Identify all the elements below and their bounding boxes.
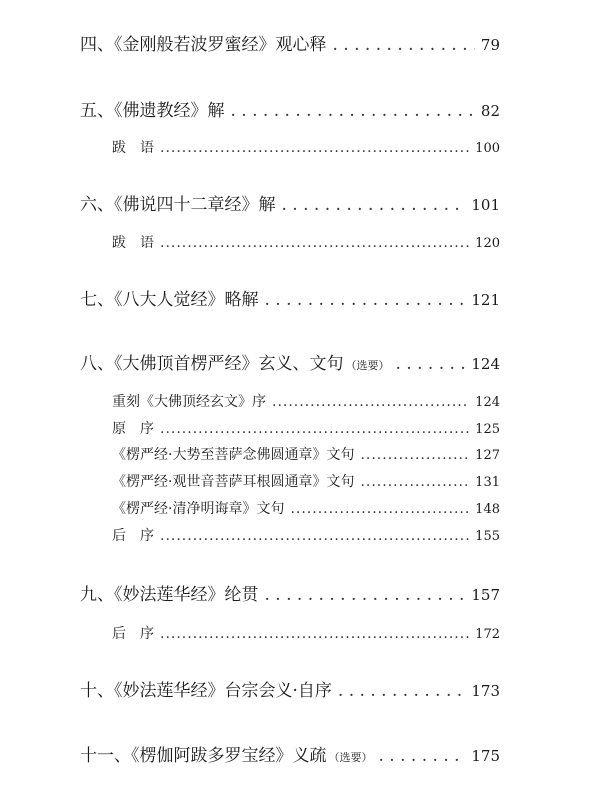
toc-entry-page: 124 [471,355,500,373]
toc-entry-page: 121 [471,291,500,309]
toc-entry-page: 157 [471,586,500,604]
leader-dots [379,746,466,766]
leader-dots [231,101,475,121]
toc-entry[interactable] [80,580,500,605]
leader-dots [160,421,469,437]
toc-subentry[interactable] [112,471,500,491]
toc-entry-title: 十一、《楞伽阿跋多罗宝经》义疏 [80,746,327,766]
toc-entry-title: 《楞严经·大势至菩萨念佛圆通章》文句 [112,447,355,463]
toc-entry-page: 125 [475,422,500,437]
leader-dots [160,528,469,544]
toc-entry[interactable] [80,349,500,374]
toc-entry-page: 127 [475,448,500,463]
toc-entry-title: 后 序 [112,528,154,544]
toc-entry[interactable] [80,30,500,55]
toc-entry-page: 131 [475,475,500,490]
toc-entry-title: 五、《佛遗教经》解 [80,101,225,121]
toc-entry-page: 124 [475,395,500,410]
toc-subentry[interactable] [112,137,500,157]
leader-dots [338,681,465,701]
toc-entry[interactable] [80,96,500,121]
toc-entry-title: 《楞严经·观世音菩萨耳根圆通章》文句 [112,474,355,490]
leader-dots [360,474,469,490]
toc-entry-page: 155 [475,529,500,544]
leader-dots [160,626,469,642]
toc-entry-note: （选要） [328,751,373,764]
toc-entry[interactable] [80,676,500,701]
toc-entry[interactable] [80,741,500,766]
toc-entry-title: 跋 语 [112,140,154,156]
leader-dots [290,501,469,517]
leader-dots [333,35,475,55]
toc-subentry[interactable] [112,525,500,545]
toc-subentry[interactable] [112,418,500,438]
toc-entry-title: 七、《八大人觉经》略解 [80,290,259,310]
leader-dots [272,394,469,410]
toc-entry-page: 82 [480,102,500,120]
toc-entry-title: 九、《妙法莲华经》纶贯 [80,585,259,605]
toc-entry-page: 120 [475,236,500,251]
toc-subentry[interactable] [112,232,500,252]
toc-entry-page: 173 [471,682,500,700]
toc-entry-title: 《楞严经·清净明诲章》文句 [112,501,285,517]
toc-entry[interactable] [80,285,500,310]
leader-dots [360,447,469,463]
toc-entry-title: 八、《大佛顶首楞严经》玄义、文句 [80,354,344,374]
toc-entry-title: 十、《妙法莲华经》台宗会义·自序 [80,681,332,701]
leader-dots [265,585,466,605]
toc-subentry[interactable] [112,391,500,411]
toc-entry-title: 重刻《大佛顶经玄文》序 [112,394,266,410]
toc-entry-note: （选要） [345,359,390,372]
toc-entry-page: 101 [471,196,500,214]
toc-entry-title: 六、《佛说四十二章经》解 [80,195,276,215]
toc-subentry[interactable] [112,498,500,518]
toc-entry-title: 四、《金刚般若波罗蜜经》观心释 [80,35,327,55]
toc-entry-page: 148 [475,502,500,517]
toc-entry-title: 原 序 [112,421,154,437]
toc-entry-page: 79 [480,36,500,54]
toc-subentry[interactable] [112,623,500,643]
toc-entry[interactable] [80,190,500,215]
toc-entry-title: 后 序 [112,626,154,642]
toc-entry-page: 172 [475,627,500,642]
toc-entry-page: 175 [471,747,500,765]
toc-entry-title: 跋 语 [112,235,154,251]
toc-subentry[interactable] [112,444,500,464]
leader-dots [160,235,469,251]
leader-dots [160,140,469,156]
leader-dots [265,290,466,310]
leader-dots [282,195,466,215]
leader-dots [396,354,466,374]
toc-entry-page: 100 [475,141,500,156]
